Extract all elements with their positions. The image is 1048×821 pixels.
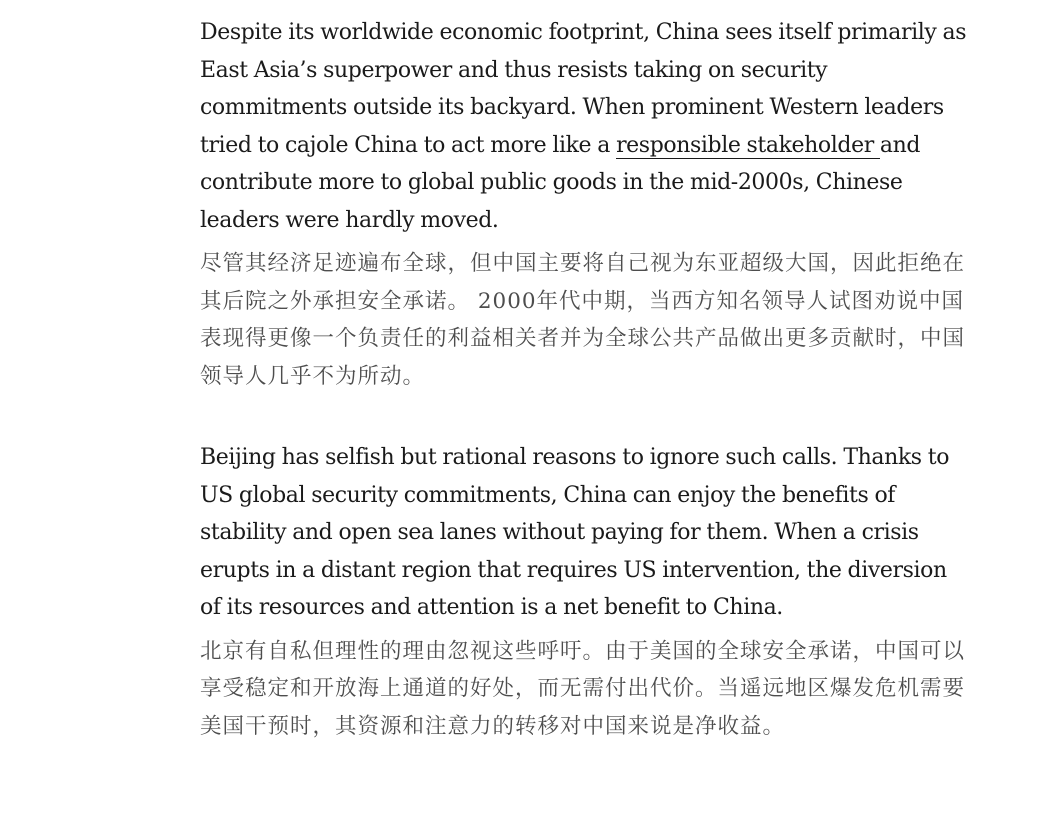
- paragraph-text: and contribute more to global public goods in the mid-2000s, Chinese leaders were hardly moved.: [200, 132, 921, 233]
- paragraph-chinese-1: 尽管其经济足迹遍布全球，但中国主要将自己视为东亚超级大国，因此拒绝在其后院之外承担安全承诺。 2000年代中期，当西方知名领导人试图劝说中国表现得更像一个负责任的利益相关者并为全球公共产品做出更多贡献时，中国领导人几乎不为所动。: [200, 251, 966, 389]
- paragraph-english-2: Beijing has selfish but rational reasons to ignore such calls. Thanks to US global security commitments, China can enjoy the benefits of stability and open sea lanes without paying for them. When a crisis erupts in a distant region that requires US intervention, the diversion of its resources and attention is a net benefit to China.: [200, 445, 950, 620]
- responsible-stakeholder-link[interactable]: responsible stakeholder: [616, 132, 880, 158]
- paragraph-text: Despite its worldwide economic footprint, China sees itself primarily as East Asia’s superpower and thus resists taking on security commitments outside its backyard. When prominent Western leaders tried to cajole China to act more like a: [200, 20, 967, 158]
- paragraph-chinese-2: 北京有自私但理性的理由忽视这些呼吁。由于美国的全球安全承诺，中国可以享受稳定和开放海上通道的好处，而无需付出代价。当遥远地区爆发危机需要美国干预时，其资源和注意力的转移对中国来说是净收益。: [200, 638, 966, 739]
- paragraph-spacer: [200, 395, 970, 439]
- article-body: [200, 14, 970, 745]
- paragraph-english-1: [200, 14, 970, 239]
